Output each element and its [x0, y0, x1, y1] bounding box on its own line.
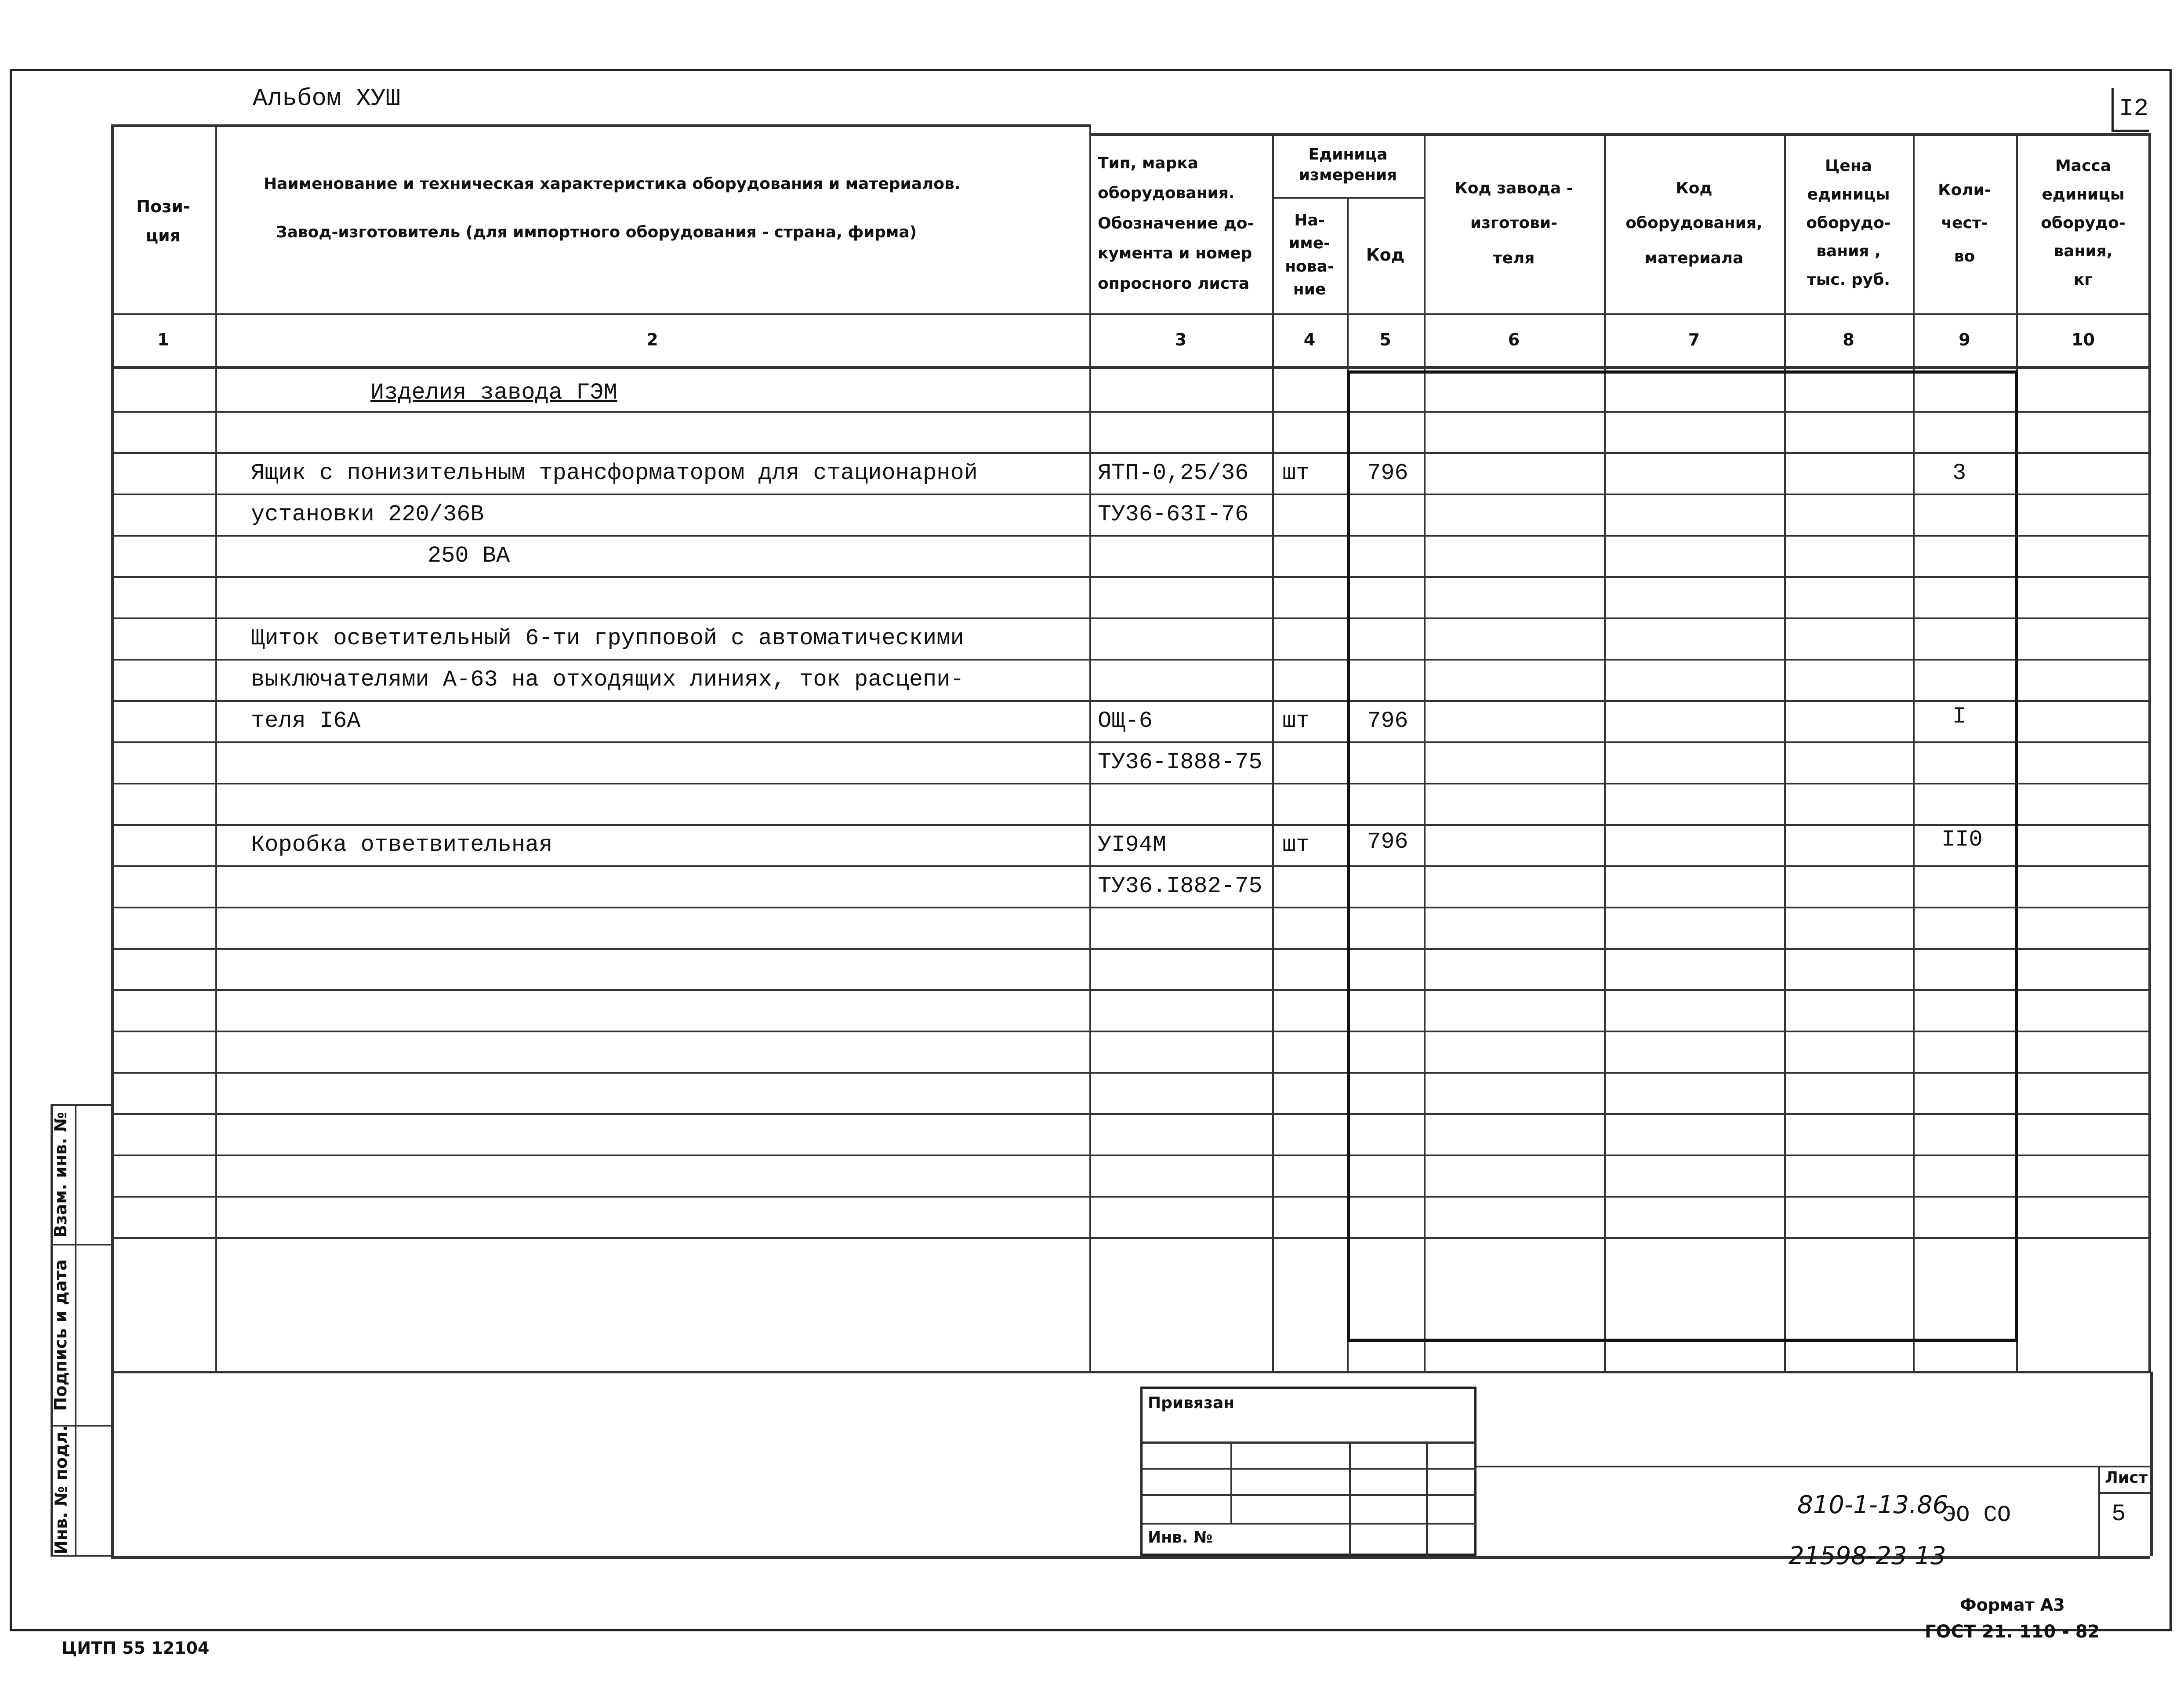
doc-code-suffix: ЭО СО	[1942, 1502, 2011, 1528]
col-number-7: 7	[1688, 330, 1700, 349]
col-line-1	[215, 124, 217, 1371]
table-top-border-a	[111, 124, 1089, 127]
col-number-2: 2	[646, 330, 658, 349]
col-number-10: 10	[2072, 330, 2095, 349]
row-8-type: ОЩ-6	[1098, 708, 1153, 734]
stamp-vline	[1230, 1441, 1232, 1523]
list-number: 5	[2111, 1501, 2126, 1528]
list-box-left	[2098, 1466, 2100, 1556]
bottom-right-line	[2150, 1372, 2153, 1556]
row-2-code: 796	[1367, 460, 1408, 486]
row-9-type: ТУ36-I888-75	[1098, 749, 1263, 775]
header-col6: Код завода - изготови- теля	[1455, 179, 1573, 267]
side-label-vzam: Взам. инв. №	[51, 1112, 70, 1238]
col-number-8: 8	[1843, 330, 1854, 349]
col-line-2	[1089, 124, 1091, 1371]
header-col5: Код	[1366, 245, 1405, 265]
header-unit-group: Единица измерения	[1299, 145, 1397, 184]
row-2-qty: 3	[1952, 460, 1966, 486]
row-2-name: Ящик с понизительным трансформатором для стационарной	[251, 460, 978, 486]
header-col7: Код оборудования, материала	[1625, 179, 1763, 267]
numbers-bottom	[111, 366, 2150, 369]
row-3-type: ТУ36-63I-76	[1098, 501, 1249, 527]
side-label-podpis: Подпись и дата	[51, 1259, 70, 1411]
row-11-qty: II0	[1941, 826, 1983, 853]
stamp-vline	[1426, 1441, 1428, 1556]
list-label: Лист	[2105, 1469, 2148, 1487]
specification-table	[111, 124, 2150, 1372]
bottom-left-code: ЦИТП 55 12104	[62, 1638, 210, 1658]
side-strip	[51, 1104, 111, 1557]
gost-label: ГОСТ 21. 110 - 82	[1925, 1622, 2100, 1642]
album-title: Альбом ХУШ	[253, 84, 401, 113]
privyazan-stamp	[1140, 1387, 1477, 1556]
row-7-name: выключателями А-63 на отходящих линиях, ток расцепи-	[251, 666, 964, 693]
header-col9: Коли- чест- во	[1938, 181, 1991, 265]
bottom-left-line	[111, 1372, 114, 1556]
header-col4: На- име- нова- ние	[1285, 211, 1334, 298]
col-number-1: 1	[157, 330, 169, 349]
list-box-divider	[2098, 1492, 2150, 1494]
row-8-unit: шт	[1282, 708, 1310, 734]
row-8-name: теля I6А	[251, 708, 361, 734]
bottom-handwritten-number: 21598-23 13	[1789, 1542, 1946, 1570]
doc-stamp-line	[1477, 1466, 2151, 1467]
row-11-name: Коробка ответвительная	[251, 831, 553, 858]
col-number-5: 5	[1379, 330, 1391, 349]
header-col1: Пози- ция	[136, 196, 190, 245]
privyazan-label: Привязан	[1148, 1394, 1235, 1412]
header-col3: Тип, марка оборудования. Обозначение до- кумента и номер опросного листа	[1098, 154, 1254, 293]
row-6-name: Щиток осветительный 6-ти групповой с автоматическими	[251, 625, 964, 651]
col-number-9: 9	[1959, 330, 1970, 349]
row-4-name: 250 ВА	[428, 542, 510, 569]
row-2-unit: шт	[1282, 460, 1310, 486]
header-col2-line1: Наименование и техническая характеристика оборудования и материалов.	[264, 175, 961, 193]
body-bottom	[111, 1371, 2150, 1373]
row-8-qty: I	[1952, 703, 1966, 730]
row-11-unit: шт	[1282, 831, 1310, 858]
row-2-type: ЯТП-0,25/36	[1098, 460, 1249, 486]
section-heading: Изделия завода ГЭМ	[370, 379, 617, 406]
row-3-name: установки 220/36В	[251, 501, 484, 527]
header-col8: Цена единицы оборудо- вания , тыс. руб.	[1806, 157, 1891, 289]
row-11-code: 796	[1367, 828, 1408, 855]
thick-block-border	[1347, 370, 2018, 1342]
stamp-vline	[1349, 1441, 1351, 1556]
doc-code-handwritten: 810-1-13.86	[1797, 1491, 1948, 1519]
sheet-top-number: I2	[2119, 94, 2149, 123]
header-col2-line2: Завод-изготовитель (для импортного оборудования - страна, фирма)	[276, 223, 917, 241]
header-col10: Масса единицы оборудо- вания, кг	[2041, 157, 2126, 289]
side-strip-bottom	[51, 1555, 111, 1557]
side-strip-mid	[75, 1104, 76, 1557]
inv-no-label: Инв. №	[1148, 1529, 1213, 1547]
col-number-4: 4	[1303, 330, 1316, 349]
row-12-type: ТУ36.I882-75	[1098, 873, 1263, 899]
col-number-6: 6	[1508, 330, 1520, 349]
row-8-code: 796	[1367, 708, 1408, 734]
side-label-inv-podl: Инв. № подл.	[51, 1425, 71, 1555]
col-number-3: 3	[1175, 330, 1187, 349]
format-label: Формат А3	[1960, 1595, 2065, 1615]
row-11-type: УI94М	[1098, 831, 1167, 858]
